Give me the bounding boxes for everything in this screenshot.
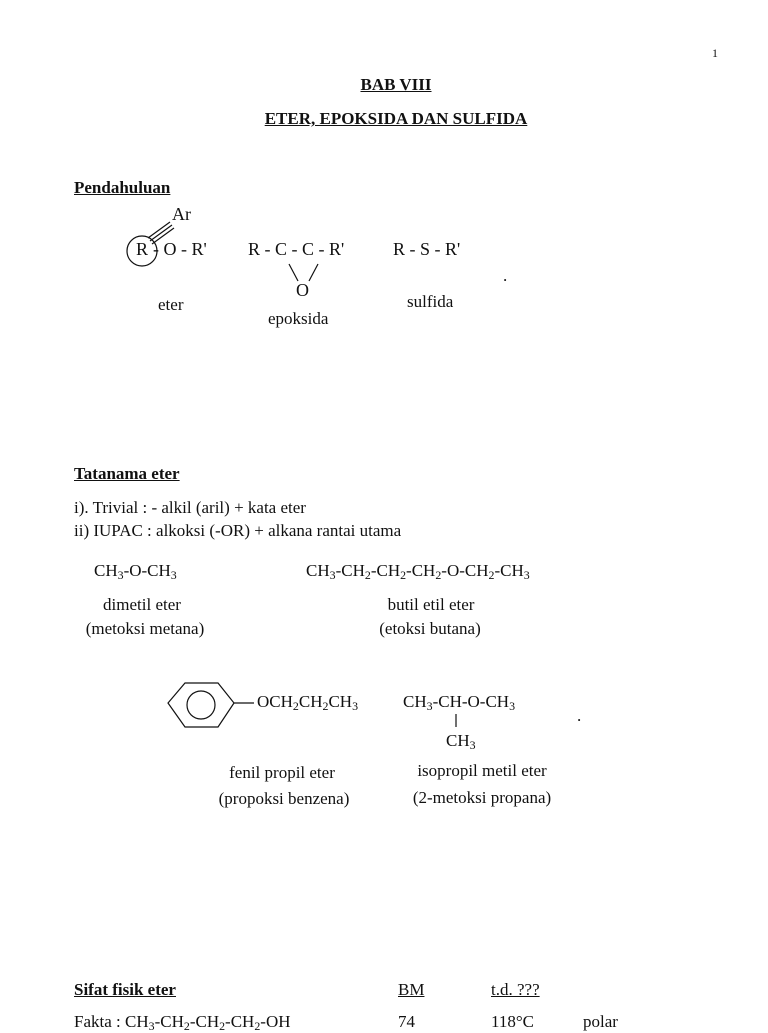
label-eter: eter (158, 295, 184, 314)
fakta-polar: polar (583, 1012, 618, 1031)
physical-heading: Sifat fisik eter (74, 980, 176, 999)
epoxide-oxygen: O (296, 280, 309, 300)
epoxide-bond-right (309, 264, 318, 281)
formula-phenyl-propyl-ether: $OCH_2CH_2CH_3$ (257, 692, 359, 713)
ether-formula: - O - R' (153, 239, 207, 259)
benzene-ring (168, 683, 234, 727)
page-title: ETER, EPOKSIDA DAN SULFIDA (264, 109, 528, 128)
sulfide-formula: R - S - R' (393, 239, 461, 259)
r-group-circle (127, 236, 157, 266)
benzene-inner-circle (187, 691, 215, 719)
ex3-common-name: fenil propil eter (229, 763, 335, 782)
ar-substituent: Ar (172, 204, 191, 224)
intro-heading: Pendahuluan (74, 178, 171, 197)
ex3-iupac-name: (propoksi benzena) (218, 789, 350, 808)
page-number: 1 (712, 46, 718, 60)
ex4-iupac-name: (2-metoksi propana) (412, 788, 552, 807)
fakta-row: Fakta : $CH_3-CH_2-CH_2-CH_2-OH$ (74, 1012, 291, 1033)
naming-rule-iupac: ii) IUPAC : alkoksi (-OR) + alkana rantai utama (74, 521, 402, 540)
ex2-common-name: butil etil eter (387, 595, 475, 614)
chapter-heading: BAB VIII (360, 75, 432, 94)
epoxide-bond-left (289, 264, 298, 281)
ex4-common-name: isopropil metil eter (417, 761, 547, 780)
ether-r-group: R (136, 239, 149, 259)
fakta-td: 118°C (491, 1012, 535, 1031)
formula-isopropyl-branch: $CH_3$ (446, 731, 476, 752)
fakta-bm: 74 (398, 1012, 415, 1031)
formula-dimethyl-ether: $CH_3-O-CH_3$ (94, 561, 177, 582)
label-sulfida: sulfida (407, 292, 454, 311)
ex1-iupac-name: (metoksi metana) (85, 619, 205, 638)
naming-dot: . (577, 706, 582, 725)
ex2-iupac-name: (etoksi butana) (379, 619, 481, 638)
label-epoksida: epoksida (268, 309, 329, 328)
ex1-common-name: dimetil eter (103, 595, 181, 614)
formula-isopropyl-methyl-ether: $CH_3-CH-O-CH_3$ (403, 692, 516, 713)
column-td: t.d. ??? (491, 980, 540, 999)
intro-dot: . (503, 266, 508, 285)
naming-heading: Tatanama eter (74, 464, 180, 483)
formula-butyl-ethyl-ether: $CH_3-CH_2-CH_2-CH_2-O-CH_2-CH_3$ (306, 561, 530, 582)
naming-rule-trivial: i). Trivial : - alkil (aril) + kata eter (74, 498, 306, 517)
column-bm: BM (398, 980, 425, 999)
triple-bond-lines (148, 222, 174, 244)
epoxide-formula: R - C - C - R' (248, 239, 345, 259)
fakta-label: Fakta : (74, 1012, 121, 1031)
